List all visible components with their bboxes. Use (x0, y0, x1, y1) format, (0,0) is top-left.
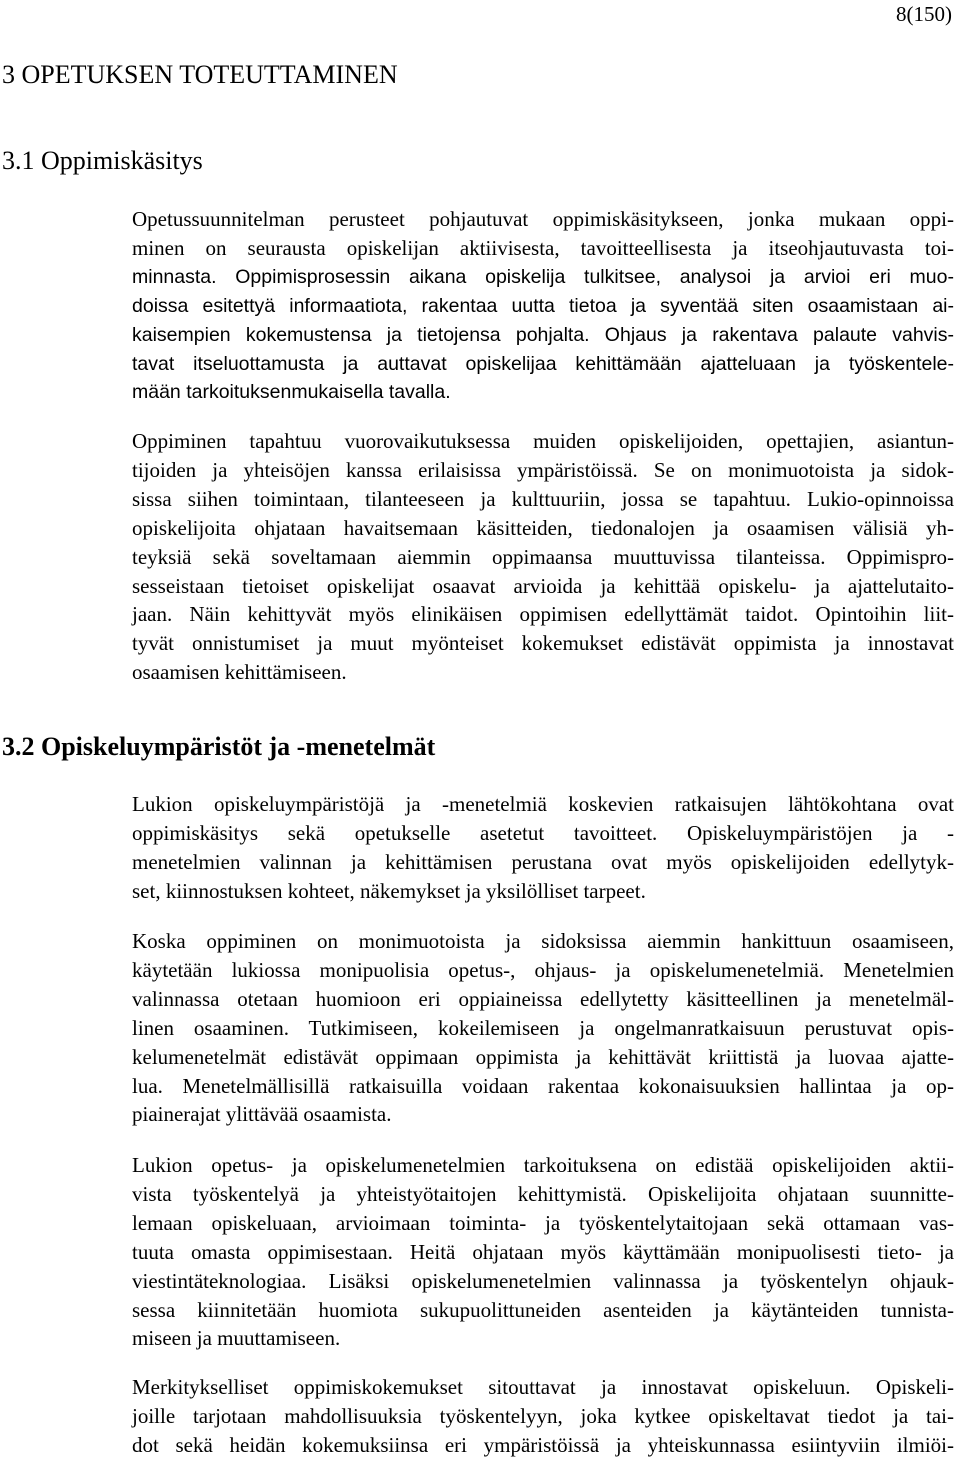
paragraph (132, 205, 954, 407)
text-line: sesseistaan tietoiset opiskelijat osaavat arvioida ja kehittää opiskelu- ja ajattelutaito- (132, 573, 954, 598)
text-line: lemaan opiskeluaan, arvioimaan toiminta- ja työskentelytaitojaan sekä ottamaan vas- (132, 1210, 954, 1235)
text-line: miseen ja muuttamiseen. (132, 1326, 341, 1351)
text-line: Koska oppiminen on monimuotoista ja sidoksissa aiemmin hankittuun osaamiseen, (132, 929, 954, 953)
text-line: tavat itseluottamusta ja auttavat opiskelijaa kehittämään ajatteluaan ja työskentele- (132, 352, 954, 375)
text-line: kaisempien kokemustensa ja tietojensa pohjalta. Ohjaus ja rakentava palaute vahvis- (132, 323, 954, 346)
text-line: Lukion opetus- ja opiskelumenetelmien tarkoituksena on edistää opiskelijoiden aktii- (132, 1153, 954, 1177)
text-line: doissa esitettyä informaatiota, rakentaa uutta tietoa ja syventää siten osaamistaan ai- (132, 294, 954, 317)
paragraph (132, 1151, 954, 1353)
page-number: 8(150) (896, 2, 952, 26)
text-line: opiskelijoita ohjataan havaitsemaan käsitteiden, tiedonalojen ja osaamisen välisiä yh- (132, 515, 954, 540)
subsection-heading-opiskeluymparistot: 3.2 Opiskeluympäristöt ja -menetelmät (2, 732, 436, 761)
text-line: piainerajat ylittävää osaamista. (132, 1102, 392, 1127)
text-line: mään tarkoituksenmukaisella tavalla. (132, 381, 451, 404)
text-line: teyksiä sekä soveltamaan aiemmin oppimaansa muuttuvissa tilanteissa. Oppimispro- (132, 544, 954, 569)
text-line: valinnassa otetaan huomioon eri oppiaineissa edellytetty käsitteellinen ja menetelmäl- (132, 986, 954, 1011)
text-line: Merkitykselliset oppimiskokemukset sitouttavat ja innostavat opiskeluun. Opiskeli- (132, 1375, 954, 1399)
subsection-heading-oppimiskasitys: 3.1 Oppimiskäsitys (2, 146, 203, 175)
text-line: jaan. Näin kehittyvät myös elinikäisen oppimisen edellyttämät taidot. Opintoihin liit- (132, 602, 954, 627)
text-line: lua. Menetelmällisillä ratkaisuilla voidaan rakentaa kokonaisuuksien hallintaa ja op- (132, 1073, 954, 1098)
paragraph (132, 427, 954, 687)
text-line: käytetään lukiossa monipuolisia opetus-, ohjaus- ja opiskelumenetelmiä. Menetelmien (132, 957, 954, 982)
text-line: tyvät onnistumiset ja muut myönteiset kokemukset edistävät oppimista ja innostavat (132, 631, 954, 656)
text-line: kelumenetelmät edistävät oppimaan oppimista ja kehittävät kriittistä ja luovaa ajatte- (132, 1044, 954, 1069)
text-line: dot sekä heidän kokemuksiinsa eri ympäristöissä ja yhteiskunnassa esiintyviin ilmiöi- (132, 1432, 954, 1457)
text-line: Oppiminen tapahtuu vuorovaikutuksessa muiden opiskelijoiden, opettajien, asiantun- (132, 429, 954, 453)
text-line: tuuta omasta oppimisestaan. Heitä ohjataan myös käyttämään monipuolisesti tieto- ja (132, 1239, 954, 1264)
text-line: Lukion opiskeluympäristöjä ja -menetelmiä koskevien ratkaisujen lähtökohtana ovat (132, 792, 954, 816)
text-line: sissa siihen toimintaan, tilanteeseen ja kulttuuriin, jossa se tapahtuu. Lukio-opinnoissa (132, 486, 954, 511)
text-line: osaamisen kehittämiseen. (132, 660, 347, 685)
text-line: viestintäteknologiaa. Lisäksi opiskelumenetelmien valinnassa ja työskentelyn ohjauk- (132, 1268, 954, 1293)
paragraph (132, 927, 954, 1129)
text-line: set, kiinnostuksen kohteet, näkemykset ja yksilölliset tarpeet. (132, 878, 646, 903)
text-line: menetelmien valinnan ja kehittämisen perustana ovat myös opiskelijoiden edellytyk- (132, 849, 954, 874)
text-line: linen osaaminen. Tutkimiseen, kokeilemiseen ja ongelmanratkaisuun perustuvat opis- (132, 1015, 954, 1040)
section-heading: 3 OPETUKSEN TOTEUTTAMINEN (2, 60, 398, 89)
text-line: joille tarjotaan mahdollisuuksia työskentelyyn, joka kytkee opiskeltavat tiedot ja tai- (132, 1403, 954, 1428)
text-line: minnasta. Oppimisprosessin aikana opiskelija tulkitsee, analysoi ja arvioi eri muo- (132, 265, 954, 288)
text-line: sessa kiinnitetään huomiota sukupuolittuneiden asenteiden ja käytänteiden tunnista- (132, 1297, 954, 1322)
text-line: oppimiskäsitys sekä opetukselle asetetut tavoitteet. Opiskeluympäristöjen ja - (132, 820, 954, 845)
text-line: minen on seurausta opiskelijan aktiivisesta, tavoitteellisesta ja itseohjautuvasta toi- (132, 235, 954, 260)
text-line: tijoiden ja yhteisöjen kanssa erilaisissa ympäristöissä. Se on monimuotoista ja sidok- (132, 457, 954, 482)
text-line: Opetussuunnitelman perusteet pohjautuvat oppimiskäsitykseen, jonka mukaan oppi- (132, 207, 954, 231)
text-line: vista työskentelyä ja yhteistyötaitojen kehittymistä. Opiskelijoita ohjataan suunnitte- (132, 1181, 954, 1206)
paragraph (132, 790, 954, 906)
paragraph (132, 1373, 954, 1460)
